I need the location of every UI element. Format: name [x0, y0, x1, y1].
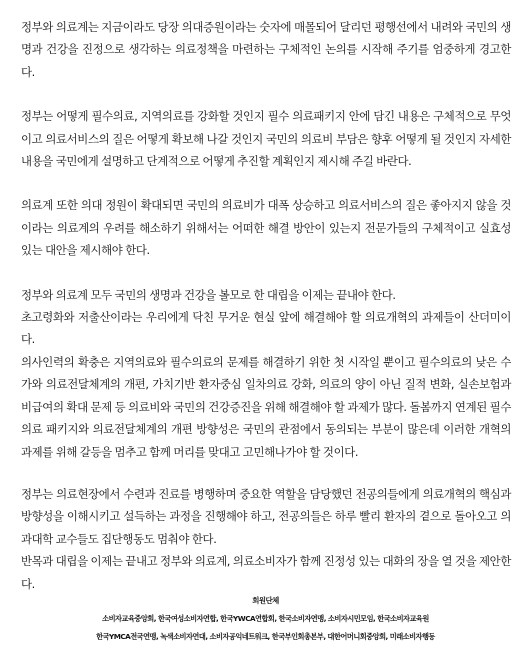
paragraph-text: 정부와 의료계는 지금이라도 당장 의대증원이라는 숫자에 매몰되어 달리던 평행선에서 내려와 국민의 생명과 건강을 진정으로 생각하는 의료정책을 마련하는 구체적인 논의를 시작해 주기를 엄중하게 경고한다. — [21, 20, 511, 79]
paragraph-text: 정부는 의료현장에서 수련과 진료를 병행하며 중요한 역할을 담당했던 전공의들에게 의료개혁의 핵심과 방향성을 이해시키고 설득하는 과정을 진행해야 하고, 전공의들은 하루 빨리 환자의 곁으로 돌아오고 의과대학 교수들도 집단행동도 멈춰야 한다. — [21, 486, 511, 546]
paragraph-text: 초고령화와 저출산이라는 우리에게 닥친 무거운 현실 앞에 해결해야 할 의료개혁의 과제들이 산더미이다. — [21, 310, 511, 347]
footer-org-list-line-2: 한국YMCA전국연맹, 녹색소비자연대, 소비자공익네트워크, 한국부인회총본부, 대한어머니회중앙회, 미래소비자행동 — [96, 632, 435, 641]
paragraph-reform — [21, 284, 511, 463]
member-organizations-footer — [0, 592, 531, 646]
footer-title: 회원단체 — [252, 596, 279, 605]
paragraph-text: 정부와 의료계 모두 국민의 생명과 건강을 볼모로 한 대립을 이제는 끝내야 한다. — [21, 287, 396, 302]
paragraph-warning — [21, 16, 511, 83]
paragraph-medical-community — [21, 194, 511, 261]
paragraph-text: 반목과 대립을 이제는 끝내고 정부와 의료계, 의료소비자가 함께 진정성 있는 대화의 장을 열 것을 제안한다. — [21, 554, 511, 591]
paragraph-government — [21, 105, 511, 172]
footer-org-list-line-1: 소비자교육중앙회, 한국여성소비자연합, 한국YWCA연합회, 한국소비자연맹, 소비자시민모임, 한국소비자교육원 — [102, 614, 429, 623]
paragraph-text: 정부는 어떻게 필수의료, 지역의료를 강화할 것인지 필수 의료패키지 안에 담긴 내용은 구체적으로 무엇이고 의료서비스의 질은 어떻게 확보해 나갈 것인지 국민의 의료비 부담은 향후 어떻게 될 것인지 자세한 내용을 국민에게 설명하고 단계적으로 어떻게 추진할 계획인지 제시해 주길 바란다. — [21, 109, 511, 169]
paragraph-proposal — [21, 483, 511, 595]
paragraph-text: 의료계 또한 의대 정원이 확대되면 국민의 의료비가 대폭 상승하고 의료서비스의 질은 좋아지지 않을 것이라는 의료계의 우려를 해소하기 위해서는 어떠한 해결 방안이 있는지 전문가들의 구체적이고 실효성 있는 대안을 제시해야 한다. — [21, 198, 511, 258]
paragraph-text: 의사인력의 확충은 지역의료와 필수의료의 문제를 해결하기 위한 첫 시작일 뿐이고 필수의료의 낮은 수가와 의료전달체계의 개편, 가치기반 환자중심 일차의료 강화, 의료의 양이 아닌 질적 변화, 실손보험과 비급여의 확대 문제 등 의료비와 국민의 건강증진을 위해 해결해야 할 과제가 많다. 돌봄까지 연계된 필수의료 패키지와 의료전달체계의 개편 방향성은 국민의 관점에서 동의되는 부분이 많은데 이러한 개혁의 과제를 위해 갈등을 멈추고 함께 머리를 맞대고 고민해나가야 할 것이다. — [21, 354, 511, 459]
